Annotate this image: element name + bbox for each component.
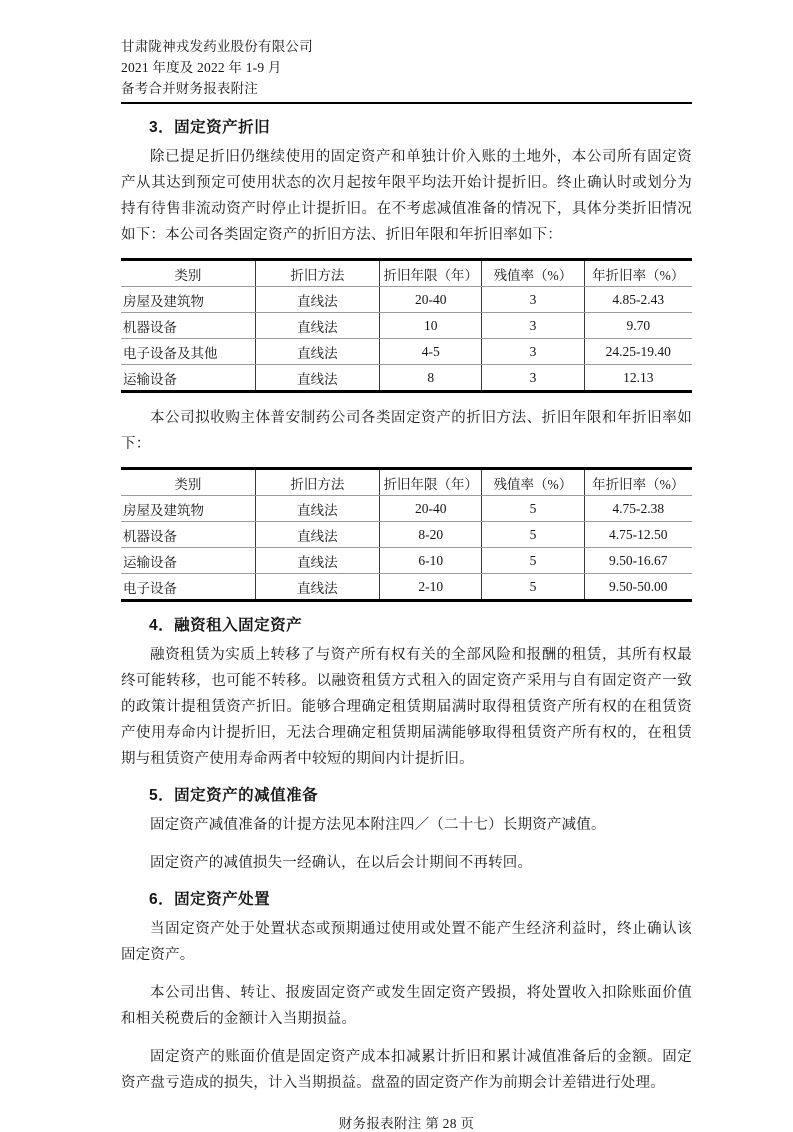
table-cell: 机器设备 <box>121 313 255 339</box>
table-cell: 9.70 <box>584 313 692 339</box>
table-cell: 6-10 <box>380 548 482 574</box>
table-cell: 20-40 <box>380 287 482 313</box>
table-cell: 3 <box>482 339 584 365</box>
table-cell: 3 <box>482 313 584 339</box>
table-cell: 12.13 <box>584 365 692 392</box>
table-cell: 直线法 <box>255 339 379 365</box>
section-5-title: 5．固定资产的减值准备 <box>149 787 319 804</box>
table-cell: 电子设备 <box>121 574 255 601</box>
table-cell: 4.85-2.43 <box>584 287 692 313</box>
section-6-paragraph-2: 本公司出售、转让、报废固定资产或发生固定资产毁损，将处置收入扣除账面价值和相关税费后的金额计入当期损益。 <box>121 985 692 1027</box>
table-cell: 直线法 <box>255 574 379 601</box>
footer-page-label: 财务报表附注 第 28 页 <box>338 1116 475 1131</box>
header-company-name: 甘肃陇神戎发药业股份有限公司 <box>121 39 313 54</box>
table-cell: 5 <box>482 496 584 522</box>
table-cell: 3 <box>482 365 584 392</box>
table-row <box>121 496 692 522</box>
table-cell: 2-10 <box>380 574 482 601</box>
header-report-period: 2021 年度及 2022 年 1-9 月 <box>121 60 282 75</box>
page-header <box>121 36 692 99</box>
table-cell: 直线法 <box>255 496 379 522</box>
table-row <box>121 365 692 392</box>
table-header-cell-residual: 残值率（%） <box>482 260 584 287</box>
acquisition-intro-paragraph: 本公司拟收购主体普安制药公司各类固定资产的折旧方法、折旧年限和年折旧率如下： <box>121 410 692 452</box>
section-6-title: 6．固定资产处置 <box>149 891 271 908</box>
table-row <box>121 574 692 601</box>
table-cell: 机器设备 <box>121 522 255 548</box>
table-header-cell-annual-rate: 年折旧率（%） <box>584 469 692 496</box>
section-6-paragraph-1: 当固定资产处于处置状态或预期通过使用或处置不能产生经济利益时，终止确认该固定资产。 <box>121 921 692 963</box>
header-doc-title: 备考合并财务报表附注 <box>121 81 258 96</box>
table-cell: 直线法 <box>255 548 379 574</box>
table-cell: 直线法 <box>255 287 379 313</box>
table-cell: 8-20 <box>380 522 482 548</box>
table-header-cell-category: 类别 <box>121 260 255 287</box>
section-5-paragraph-2: 固定资产的减值损失一经确认，在以后会计期间不再转回。 <box>150 855 533 871</box>
table-header-row <box>121 260 692 287</box>
section-3-paragraph: 除已提足折旧仍继续使用的固定资产和单独计价入账的土地外，本公司所有固定资产从其达到预定可使用状态的次月起按年限平均法开始计提折旧。终止确认时或划分为持有待售非流动资产时停止计提折旧。在不考虑减值准备的情况下，具体分类折旧情况如下：本公司各类固定资产的折旧方法、折旧年限和年折旧率如下： <box>121 149 692 243</box>
table-row <box>121 548 692 574</box>
section-3-title: 3．固定资产折旧 <box>149 119 271 136</box>
section-4-title: 4．融资租入固定资产 <box>149 617 303 634</box>
table-cell: 房屋及建筑物 <box>121 496 255 522</box>
table-row <box>121 287 692 313</box>
table-header-cell-annual-rate: 年折旧率（%） <box>584 260 692 287</box>
table-cell: 24.25-19.40 <box>584 339 692 365</box>
table-header-cell-residual: 残值率（%） <box>482 469 584 496</box>
depreciation-table-company <box>121 258 692 393</box>
table-cell: 4.75-12.50 <box>584 522 692 548</box>
table-cell: 9.50-16.67 <box>584 548 692 574</box>
table-cell: 5 <box>482 548 584 574</box>
table-cell: 20-40 <box>380 496 482 522</box>
header-divider <box>121 102 692 104</box>
table-cell: 直线法 <box>255 522 379 548</box>
table-cell: 9.50-50.00 <box>584 574 692 601</box>
table-header-cell-category: 类别 <box>121 469 255 496</box>
depreciation-table-puan <box>121 467 692 602</box>
table-cell: 4.75-2.38 <box>584 496 692 522</box>
table-row <box>121 313 692 339</box>
table-cell: 8 <box>380 365 482 392</box>
table-header-cell-years: 折旧年限（年） <box>380 260 482 287</box>
table-row <box>121 522 692 548</box>
table-cell: 4-5 <box>380 339 482 365</box>
section-6-paragraph-3: 固定资产的账面价值是固定资产成本扣减累计折旧和累计减值准备后的金额。固定资产盘亏造成的损失，计入当期损益。盘盈的固定资产作为前期会计差错进行处理。 <box>121 1049 692 1091</box>
table-cell: 运输设备 <box>121 548 255 574</box>
table-cell: 10 <box>380 313 482 339</box>
table-cell: 5 <box>482 574 584 601</box>
table-cell: 3 <box>482 287 584 313</box>
section-4-paragraph: 融资租赁为实质上转移了与资产所有权有关的全部风险和报酬的租赁，其所有权最终可能转移，也可能不转移。以融资租赁方式租入的固定资产采用与自有固定资产一致的政策计提租赁资产折旧。能够合理确定租赁期届满时取得租赁资产所有权的在租赁资产使用寿命内计提折旧，无法合理确定租赁期届满能够取得租赁资产所有权的，在租赁期与租赁资产使用寿命两者中较短的期间内计提折旧。 <box>121 647 692 767</box>
table-cell: 电子设备及其他 <box>121 339 255 365</box>
table-cell: 5 <box>482 522 584 548</box>
table-header-cell-years: 折旧年限（年） <box>380 469 482 496</box>
table-header-cell-method: 折旧方法 <box>255 260 379 287</box>
table-header-row <box>121 469 692 496</box>
table-cell: 直线法 <box>255 365 379 392</box>
page-footer <box>121 1112 692 1132</box>
table-header-cell-method: 折旧方法 <box>255 469 379 496</box>
table-cell: 房屋及建筑物 <box>121 287 255 313</box>
section-5-paragraph-1: 固定资产减值准备的计提方法见本附注四／（二十七）长期资产减值。 <box>150 817 606 833</box>
table-cell: 直线法 <box>255 313 379 339</box>
table-cell: 运输设备 <box>121 365 255 392</box>
table-row <box>121 339 692 365</box>
